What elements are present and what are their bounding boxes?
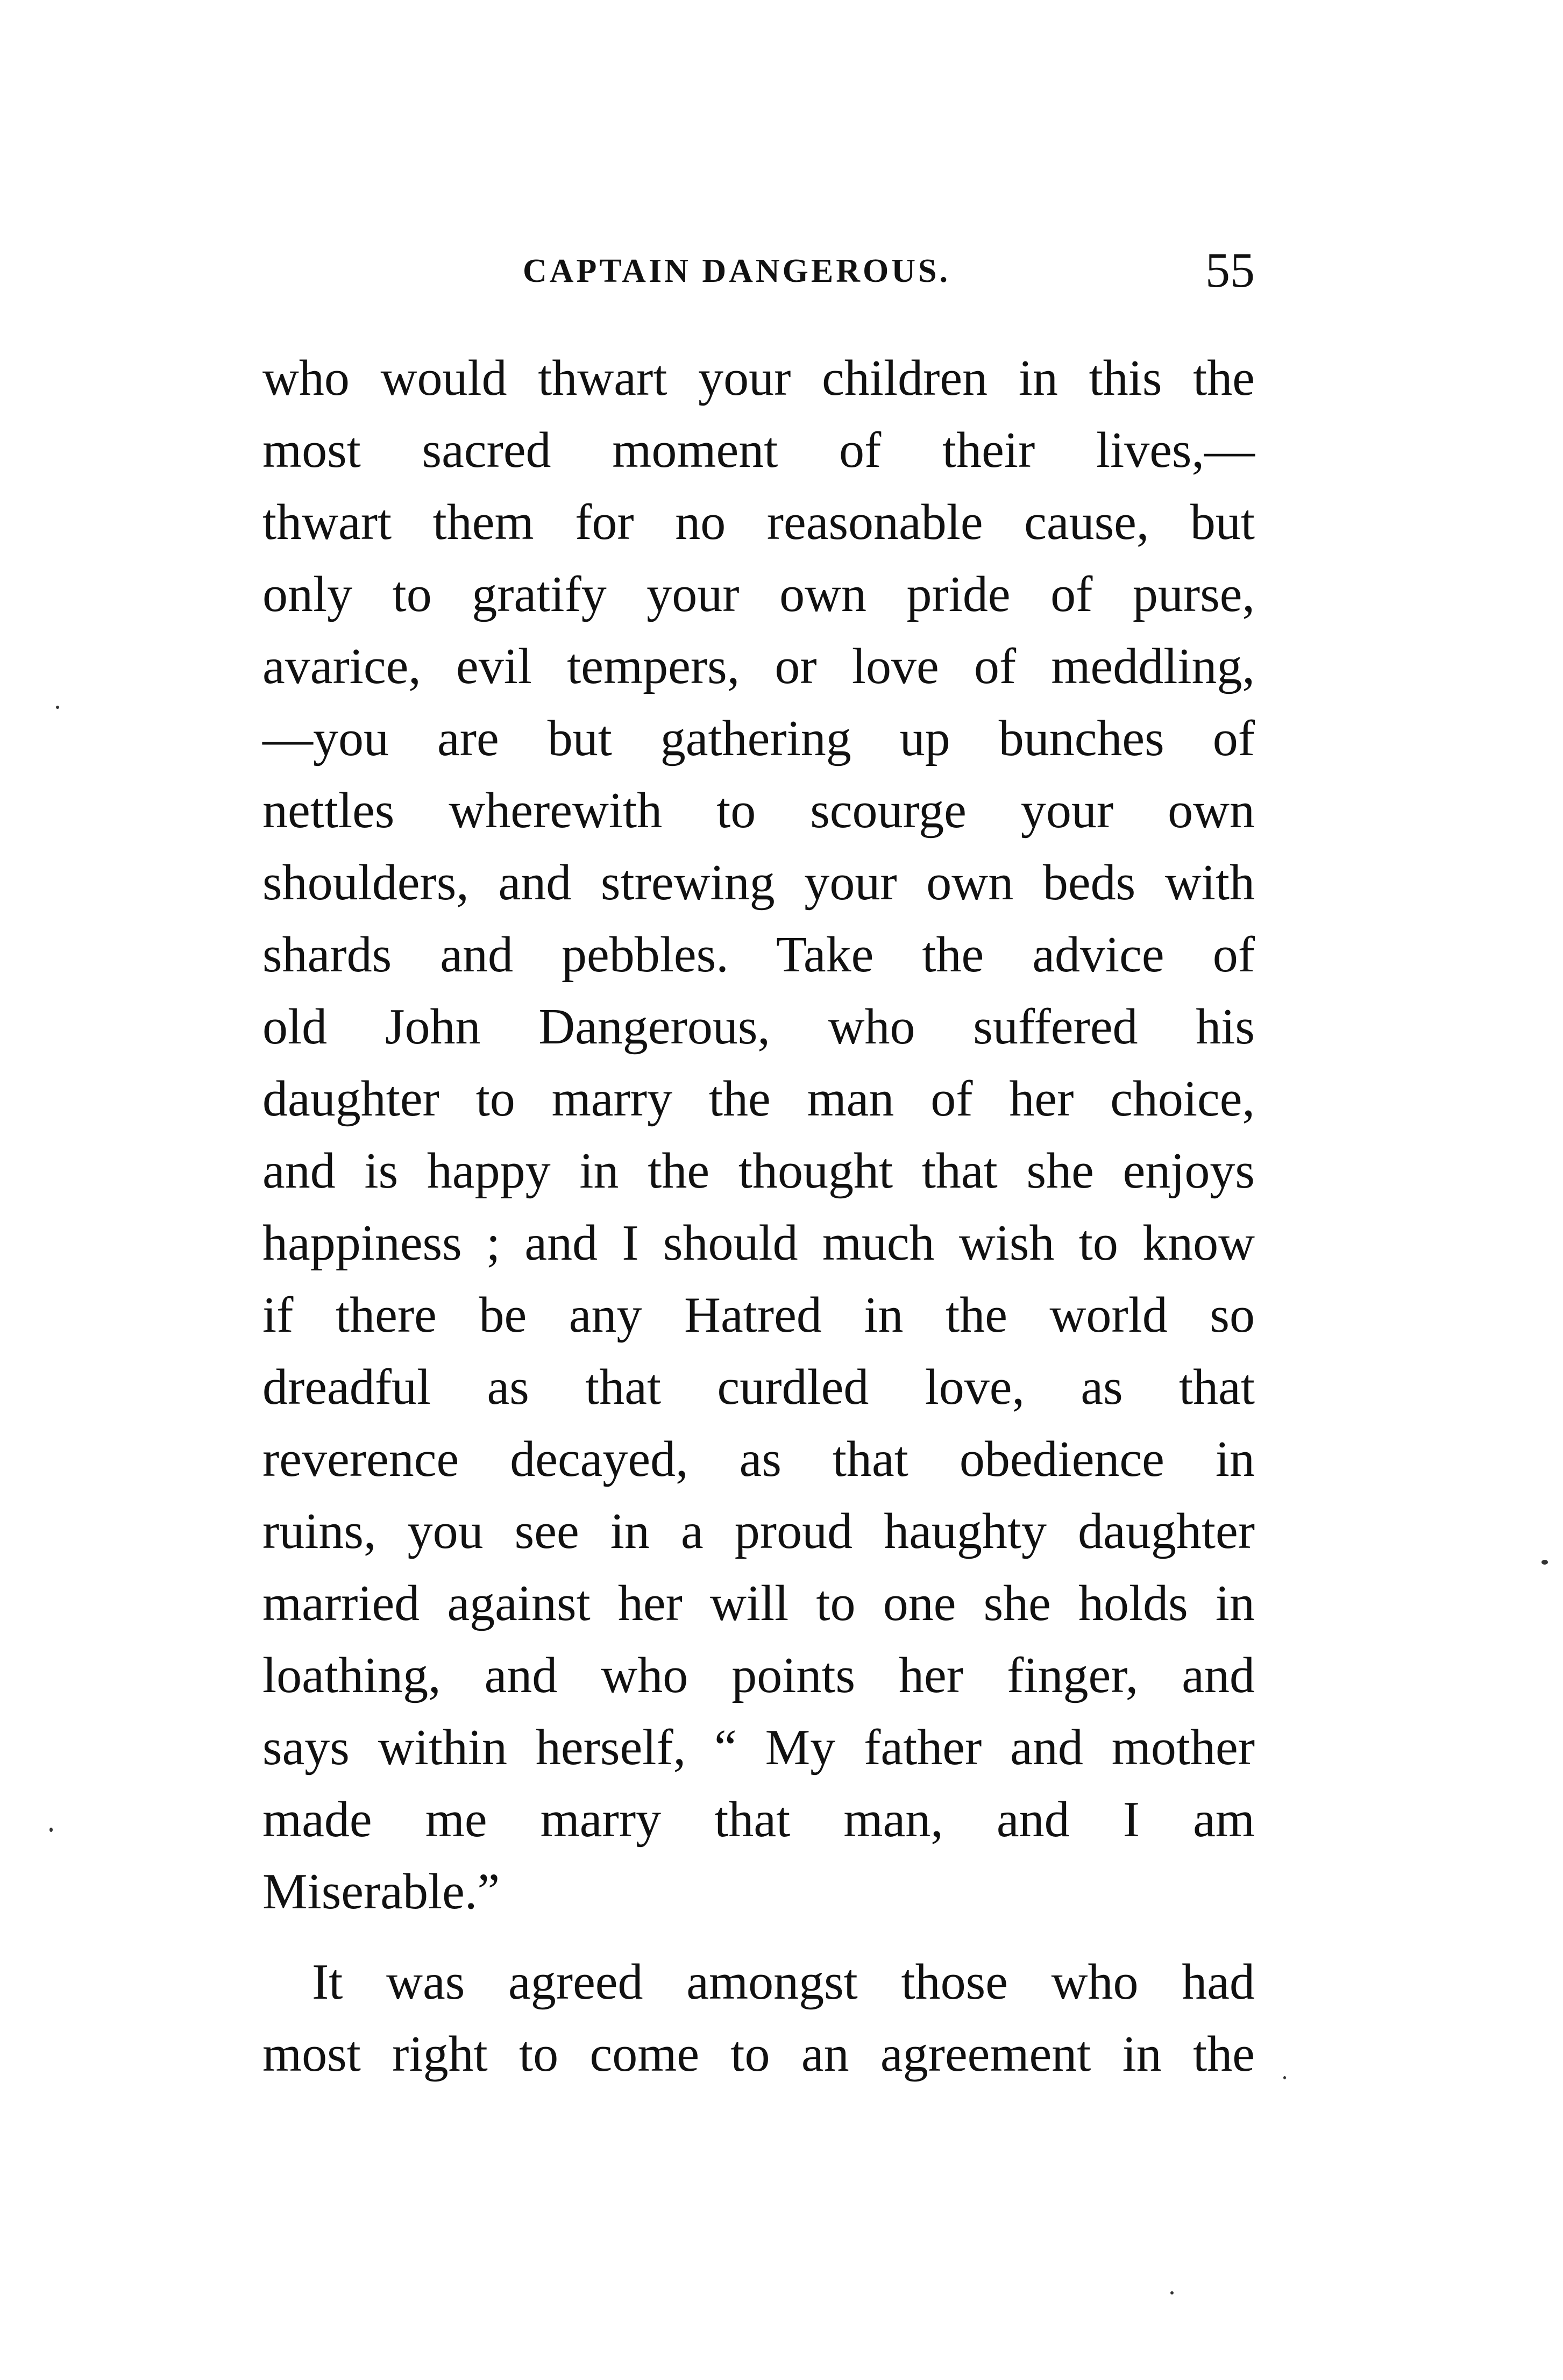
page-number: 55 <box>1205 243 1255 297</box>
text-line: shoulders, and strewing your own beds with <box>262 855 1255 911</box>
running-head <box>262 239 1255 299</box>
text-line: nettles wherewith to scourge your own <box>262 783 1255 839</box>
text-line: old John Dangerous, who suffered his <box>262 999 1255 1055</box>
text-line: most sacred moment of their lives,— <box>262 422 1255 478</box>
paragraph <box>262 1946 1255 2090</box>
text-line: shards and pebbles. Take the advice of <box>262 927 1255 983</box>
text-line: reverence decayed, as that obedience in <box>262 1431 1255 1487</box>
text-line: happiness ; and I should much wish to know <box>262 1215 1255 1271</box>
text-line: and is happy in the thought that she enjoys <box>262 1143 1255 1199</box>
text-line: married against her will to one she holds in <box>262 1575 1255 1631</box>
text-line: thwart them for no reasonable cause, but <box>262 494 1255 550</box>
text-line: if there be any Hatred in the world so <box>262 1287 1255 1343</box>
text-line: daughter to marry the man of her choice, <box>262 1071 1255 1127</box>
text-line: made me marry that man, and I am <box>262 1792 1255 1848</box>
text-line: ruins, you see in a proud haughty daughter <box>262 1503 1255 1559</box>
print-speck <box>49 1828 53 1832</box>
body-text <box>262 342 1255 2090</box>
paragraph-gap <box>262 1928 1255 1946</box>
text-line: dreadful as that curdled love, as that <box>262 1359 1255 1415</box>
text-line: It was agreed amongst those who had <box>312 1954 1255 2010</box>
running-title: CAPTAIN DANGEROUS. <box>523 253 951 289</box>
print-speck <box>56 706 59 709</box>
print-speck <box>1170 2291 1174 2294</box>
text-line: only to gratify your own pride of purse, <box>262 566 1255 622</box>
print-speck <box>1541 1560 1548 1565</box>
text-line: avarice, evil tempers, or love of meddling, <box>262 638 1255 694</box>
text-line: who would thwart your children in this the <box>262 350 1255 406</box>
text-line: says within herself, “ My father and mother <box>262 1720 1255 1775</box>
paragraph <box>262 342 1255 1928</box>
text-line: most right to come to an agreement in the <box>262 2026 1255 2082</box>
text-line: —you are but gathering up bunches of <box>262 711 1255 766</box>
text-line: loathing, and who points her finger, and <box>262 1647 1255 1703</box>
print-speck <box>1283 2076 1286 2079</box>
text-line: Miserable.” <box>262 1864 500 1920</box>
